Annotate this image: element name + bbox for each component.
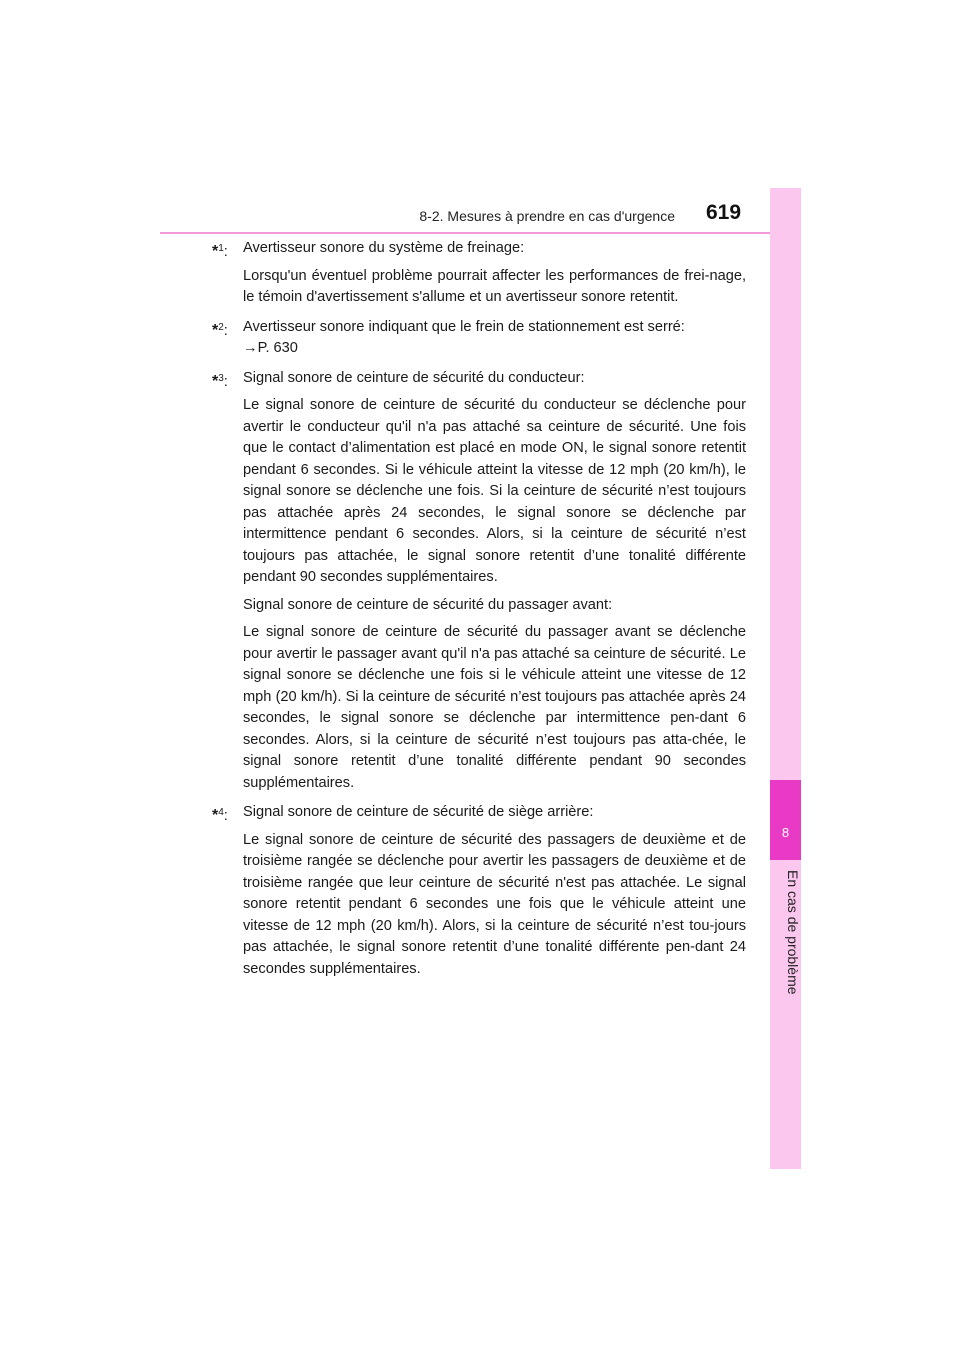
note-3: [212, 368, 746, 795]
note-paragraph: Lorsqu'un éventuel problème pourrait affecter les performances de frei-nage, le témoin d'avertissement s'allume et un avertisseur sonore retentit.: [243, 267, 746, 305]
note-paragraph: Le signal sonore de ceinture de sécurité du conducteur se déclenche pour avertir le conducteur qu'il n'a pas attaché sa ceinture de sécurité. Une fois que le contact d’alimentation est placé en mode ON, le signal sonore retentit pendant 6 secondes. Si le véhicule atteint la vitesse de 12 mph (20 km/h), le signal sonore se déclenche une fois. Si la ceinture de sécurité n’est toujours pas attachée après 24 secondes, le signal sonore se déclenche par intermittence pendant 6 secondes. Alors, si la ceinture de sécurité n’est toujours pas attachée, le signal sonore retentit d’une tonalité différente pendant 90 secondes supplémentaires.: [243, 397, 746, 585]
footnote-marker: *$^4$:: [212, 807, 228, 824]
header-divider: [160, 232, 800, 234]
note-1: [212, 238, 746, 309]
note-paragraph: Le signal sonore de ceinture de sécurité du passager avant se déclenche pour avertir le passager avant qu'il n'a pas attaché sa ceinture de sécurité. Le signal sonore se déclenche une fois si le véhicule atteint une vitesse de 12 mph (20 km/h). Si la ceinture de sécurité n’est toujours pas attachée après 24 secondes, le signal sonore se déclenche par intermittence pen-dant 6 secondes. Alors, si la ceinture de sécurité n’est toujours pas atta-chée, le signal sonore retentit d’une tonalité différente pendant 90 secondes supplémentaires.: [243, 624, 746, 791]
page-reference-text: P. 630: [257, 340, 298, 356]
page-reference: [243, 338, 746, 360]
note-subheading: Signal sonore de ceinture de sécurité du passager avant:: [243, 596, 613, 613]
page-content: [212, 238, 746, 988]
note-title: Avertisseur sonore du système de freinage:: [243, 240, 525, 256]
note-heading: [212, 368, 746, 390]
section-title: 8-2. Mesures à prendre en cas d'urgence: [419, 208, 675, 224]
note-title: Signal sonore de ceinture de sécurité du conducteur:: [243, 369, 585, 386]
arrow-right-icon: →: [243, 340, 258, 356]
footnote-marker: *$^2$:: [212, 321, 228, 339]
chapter-label: En cas de problème: [785, 870, 801, 995]
note-heading: [212, 802, 746, 824]
page-number: 619: [706, 201, 742, 224]
footnote-marker: *$^1$:: [212, 243, 228, 260]
note-title: Avertisseur sonore indiquant que le frein de stationnement est serré:: [243, 318, 685, 335]
chapter-number: 8: [781, 825, 790, 840]
note-title: Signal sonore de ceinture de sécurité de siège arrière:: [243, 804, 594, 820]
chapter-tab-active-marker: [770, 780, 801, 860]
note-heading: [212, 238, 746, 260]
chapter-side-tab: [770, 188, 801, 1169]
note-paragraph: Le signal sonore de ceinture de sécurité des passagers de deuxième et de troisième rangée se déclenche pour avertir les passagers de deuxième et de troisième rangée que leur ceinture de sécurité n'est pas attachée. Le signal sonore retentit pendant 6 secondes une fois que le véhicule atteint une vitesse de 12 mph (20 km/h). Alors, si la ceinture de sécurité n’est tou-jours pas attachée, le signal sonore retentit d’une tonalité différente pen-dant 24 secondes supplémentaires.: [243, 831, 746, 977]
note-heading: [212, 317, 746, 339]
footnote-marker: *$^3$:: [212, 372, 228, 390]
note-4: [212, 802, 746, 980]
note-2: [212, 317, 746, 360]
